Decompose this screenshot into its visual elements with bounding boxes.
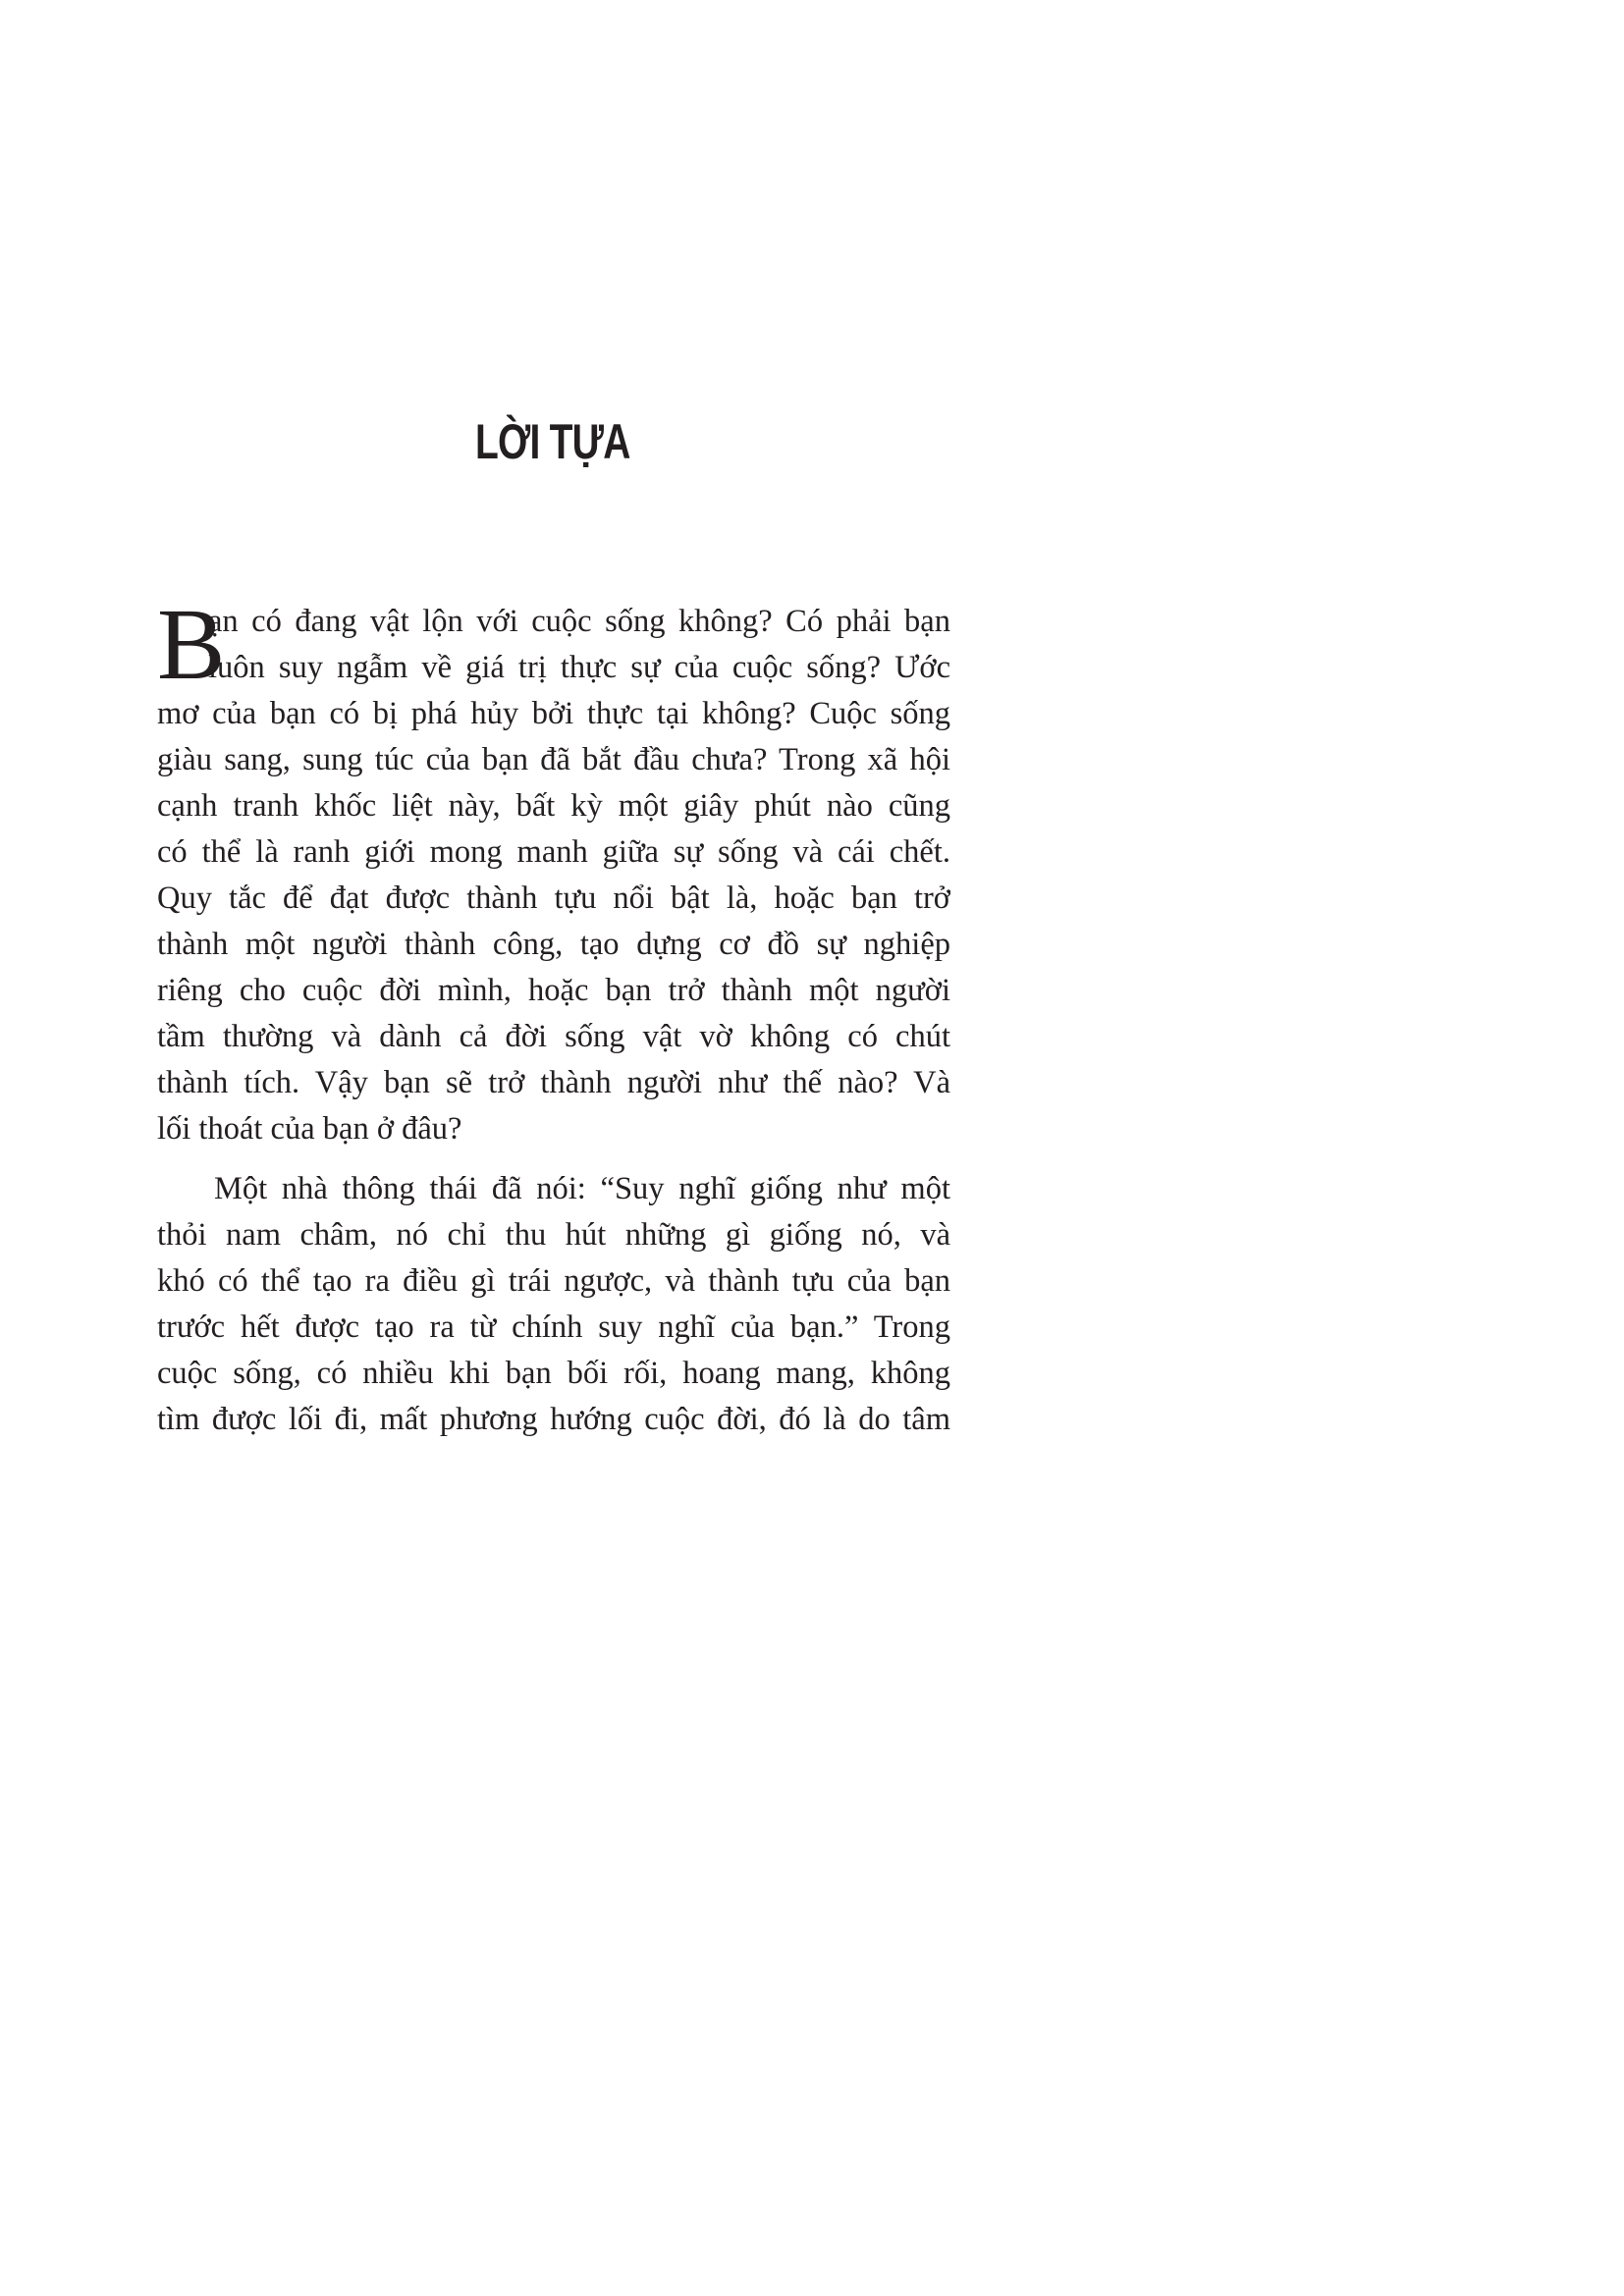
text-line: thành tích. Vậy bạn sẽ trở thành người như thế nào? Và <box>157 1065 950 1100</box>
chapter-title: LỜI TỰA <box>475 414 630 469</box>
text-line: thành một người thành công, tạo dựng cơ đồ sự nghiệp <box>157 927 950 962</box>
text-line: giàu sang, sung túc của bạn đã bắt đầu chưa? Trong xã hội <box>157 742 950 777</box>
text-line: ạn có đang vật lộn với cuộc sống không? Có phải bạn <box>208 604 950 639</box>
text-line: riêng cho cuộc đời mình, hoặc bạn trở thành một người <box>157 973 950 1008</box>
text-line: tìm được lối đi, mất phương hướng cuộc đời, đó là do tâm <box>157 1402 950 1437</box>
text-line: tầm thường và dành cả đời sống vật vờ không có chút <box>157 1019 950 1054</box>
text-line: cuộc sống, có nhiều khi bạn bối rối, hoang mang, không <box>157 1356 950 1391</box>
text-line: thỏi nam châm, nó chỉ thu hút những gì giống nó, và <box>157 1217 950 1253</box>
text-line: Quy tắc để đạt được thành tựu nổi bật là, hoặc bạn trở <box>157 881 950 916</box>
text-line: khó có thể tạo ra điều gì trái ngược, và thành tựu của bạn <box>157 1263 950 1299</box>
paragraph-2 <box>157 1166 950 1443</box>
drop-cap-letter: B <box>157 588 226 701</box>
paragraph-1 <box>157 588 950 1152</box>
body-text <box>157 588 950 1443</box>
text-line: cạnh tranh khốc liệt này, bất kỳ một giây phút nào cũng <box>157 788 950 824</box>
text-line: lối thoát của bạn ở đâu? <box>157 1111 462 1147</box>
text-line: có thể là ranh giới mong manh giữa sự sống và cái chết. <box>157 834 950 870</box>
paragraph-spacer <box>157 1152 950 1166</box>
text-line: mơ của bạn có bị phá hủy bởi thực tại không? Cuộc sống <box>157 696 950 731</box>
text-line: luôn suy ngẫm về giá trị thực sự của cuộc sống? Ước <box>208 650 950 685</box>
text-line: Một nhà thông thái đã nói: “Suy nghĩ giống như một <box>214 1171 950 1206</box>
text-line: trước hết được tạo ra từ chính suy nghĩ của bạn.” Trong <box>157 1309 950 1345</box>
